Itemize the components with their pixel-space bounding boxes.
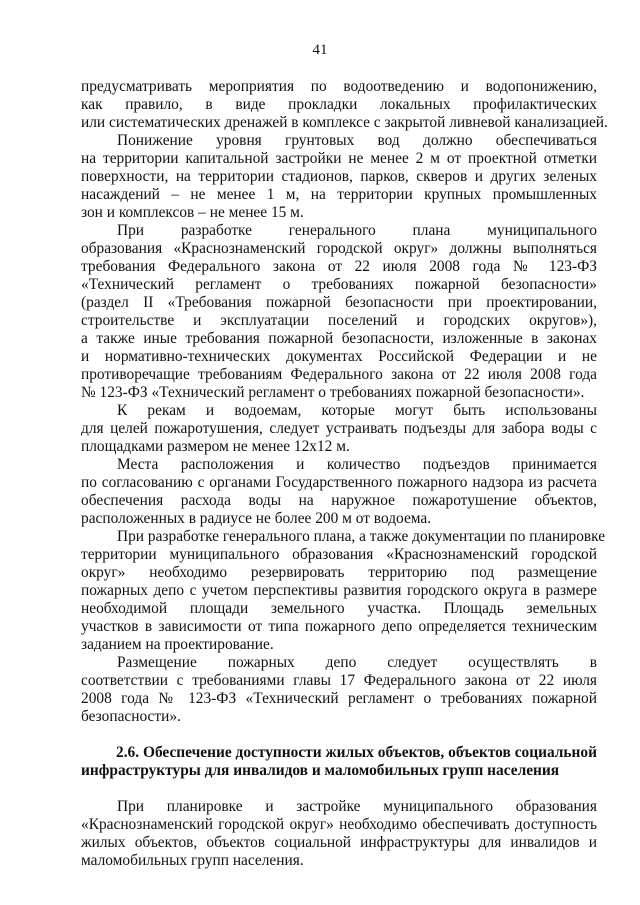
text-line: а также иные требования пожарной безопасности, изложенные в законах <box>81 330 597 347</box>
text-line: «Краснознаменский городской округ» необходимо обеспечивать доступность <box>81 816 597 833</box>
text-line: При разработке генерального плана, а также документации по планировке <box>117 528 606 545</box>
text-line: территории муниципального образования «Краснознаменский городской <box>81 546 597 563</box>
text-line: на территории капитальной застройки не менее 2 м от проектной отметки <box>81 150 597 167</box>
text-line: 2008 года № 123-ФЗ «Технический регламент о требованиях пожарной <box>81 690 597 707</box>
text-line: соответствии с требованиями главы 17 Федерального закона от 22 июля <box>81 672 597 689</box>
text-line: № 123-ФЗ «Технический регламент о требованиях пожарной безопасности». <box>81 384 585 401</box>
text-line: насаждений – не менее 1 м, на территории крупных промышленных <box>81 186 597 203</box>
text-line: Места расположения и количество подъездов принимается <box>117 456 597 473</box>
text-line: требования Федерального закона от 22 июля 2008 года № 123-ФЗ <box>81 258 597 275</box>
text-line: и нормативно-технических документах Российской Федерации и не <box>81 348 597 365</box>
text-line: поверхности, на территории стадионов, парков, скверов и других зеленых <box>81 168 597 185</box>
text-line: пожарных депо с учетом перспективы развития городского округа в размере <box>81 582 597 599</box>
text-line: безопасности». <box>81 708 181 725</box>
text-line: жилых объектов, объектов социальной инфраструктуры для инвалидов и <box>81 834 597 851</box>
heading-line: 2.6. Обеспечение доступности жилых объектов, объектов социальной <box>116 744 597 761</box>
text-line: предусматривать мероприятия по водоотведению и водопонижению, <box>81 78 597 95</box>
text-line: площадками размером не менее 12х12 м. <box>81 438 350 455</box>
text-line: зон и комплексов – не менее 15 м. <box>81 204 304 221</box>
text-line: Понижение уровня грунтовых вод должно обеспечиваться <box>117 132 597 149</box>
text-line: «Технический регламент о требованиях пожарной безопасности» <box>81 276 597 293</box>
text-line: участков в зависимости от типа пожарного депо определяется техническим <box>81 618 597 635</box>
text-line: При разработке генерального плана муниципального <box>117 222 597 239</box>
text-line: как правило, в виде прокладки локальных профилактических <box>81 96 597 113</box>
text-line: расположенных в радиусе не более 200 м от водоема. <box>81 510 432 527</box>
text-line: необходимой площади земельного участка. Площадь земельных <box>81 600 597 617</box>
text-line: Размещение пожарных депо следует осуществлять в <box>117 654 597 671</box>
text-line: обеспечения расхода воды на наружное пожаротушение объектов, <box>81 492 597 509</box>
text-line: маломобильных групп населения. <box>81 852 304 869</box>
text-line: для целей пожаротушения, следует устраивать подъезды для забора воды с <box>81 420 597 437</box>
text-line: или систематических дренажей в комплексе с закрытой ливневой канализацией. <box>81 114 608 131</box>
heading-line: инфраструктуры для инвалидов и маломобильных групп населения <box>81 762 560 779</box>
text-line: округ» необходимо резервировать территорию под размещение <box>81 564 597 581</box>
text-line: заданием на проектирование. <box>81 636 274 653</box>
text-line: образования «Краснознаменский городской округ» должны выполняться <box>81 240 597 257</box>
text-line: противоречащие требованиям Федерального закона от 22 июля 2008 года <box>81 366 597 383</box>
text-line: строительстве и эксплуатации поселений и городских округов»), <box>81 312 597 329</box>
text-line: К рекам и водоемам, которые могут быть использованы <box>117 402 597 419</box>
page-number: 41 <box>312 42 328 58</box>
text-line: (раздел II «Требования пожарной безопасности при проектировании, <box>81 294 597 311</box>
text-line: по согласованию с органами Государственного пожарного надзора из расчета <box>81 474 597 491</box>
text-line: При планировке и застройке муниципального образования <box>117 798 597 815</box>
